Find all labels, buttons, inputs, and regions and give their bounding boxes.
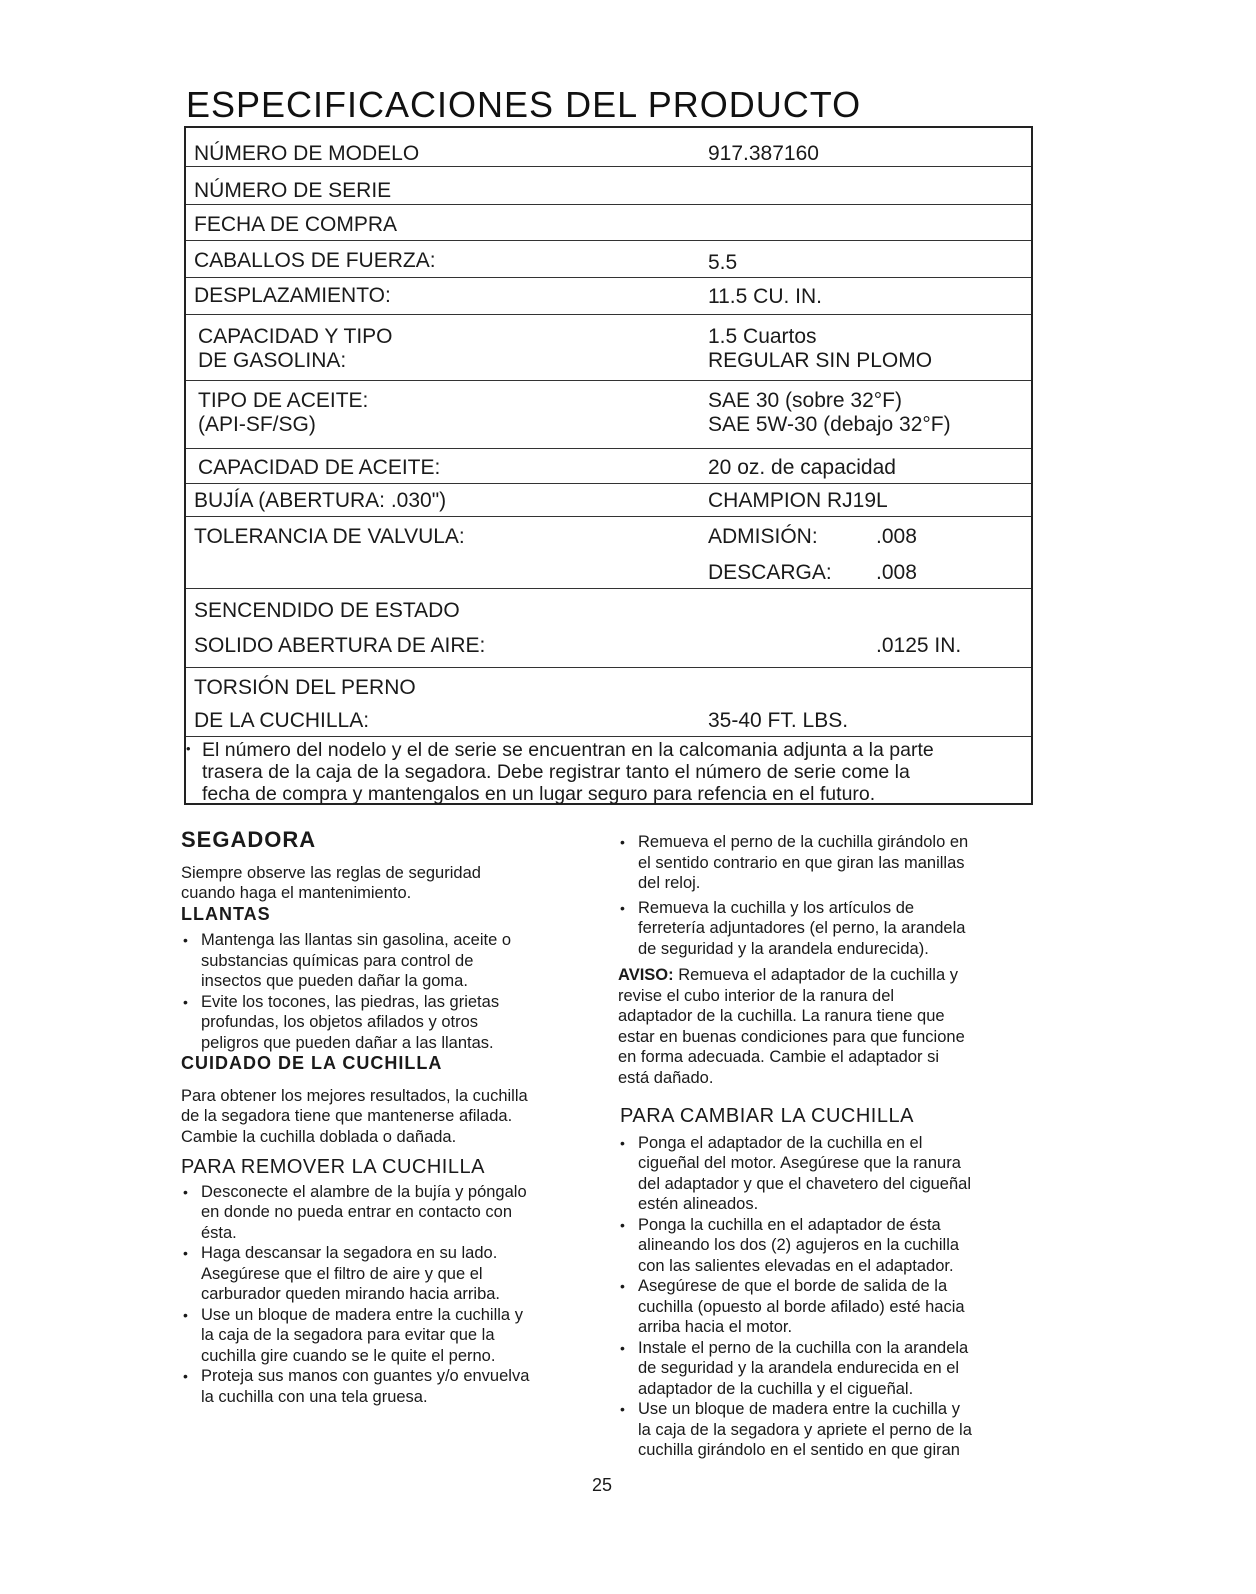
spec-row-fecha: [186, 205, 1031, 241]
llantas-list: [181, 930, 601, 1053]
list-line: estén alineados.: [638, 1195, 759, 1213]
text-line: de la segadora tiene que mantenerse afilada.: [181, 1107, 513, 1125]
list-line: del reloj.: [638, 874, 701, 892]
list-line: alineando los dos (2) agujeros en la cuchilla: [638, 1236, 960, 1254]
list-line: arriba hacia el motor.: [638, 1318, 793, 1336]
left-column: [181, 827, 601, 1407]
spec-label: CAPACIDAD DE ACEITE:: [198, 456, 441, 479]
list-line: cuchilla (opuesto al borde afilado) esté hacia: [638, 1297, 965, 1316]
list-line: la cuchilla con una tela gruesa.: [201, 1387, 428, 1406]
list-line: • Instale el perno de la cuchilla con la arandela: [638, 1338, 969, 1357]
remove-steps-list: [618, 832, 1038, 959]
note-line: trasera de la caja de la segadora. Debe registrar tanto el número de serie come la: [202, 761, 910, 783]
spec-row-serie: [186, 167, 1031, 205]
list-item: [181, 930, 601, 992]
list-item: [618, 1338, 1038, 1400]
list-item: [618, 1399, 1038, 1461]
list-line: • Use un bloque de madera entre la cuchilla y: [201, 1305, 523, 1324]
spec-value: 5.5: [708, 251, 738, 274]
spec-row-bujia: [186, 484, 1031, 517]
spec-value: 11.5 CU. IN.: [708, 285, 822, 308]
spec-value: 917.387160: [708, 142, 819, 165]
spec-value: .008: [876, 525, 917, 548]
list-line: ésta.: [201, 1223, 237, 1242]
cuidado-text: [181, 1086, 601, 1148]
segadora-heading: SEGADORA: [181, 827, 317, 852]
page-title: ESPECIFICACIONES DEL PRODUCTO: [186, 84, 862, 125]
list-line: • Remueva el perno de la cuchilla girándolo en: [638, 833, 969, 851]
list-line: la caja de la segadora para evitar que la: [201, 1326, 495, 1344]
spec-value: SAE 30 (sobre 32°F): [708, 389, 902, 412]
spec-table: [184, 126, 1033, 805]
spec-label: DE LA CUCHILLA:: [194, 709, 370, 732]
list-line: cuchilla gire cuando se le quite el perno.: [201, 1346, 496, 1365]
spec-label: TOLERANCIA DE VALVULA:: [194, 525, 465, 548]
list-line: • Use un bloque de madera entre la cuchilla y: [638, 1400, 960, 1418]
spec-value: 35-40 FT. LBS.: [708, 709, 849, 732]
bullet-icon: •: [186, 741, 191, 756]
aviso-text: Remueva el adaptador de la cuchilla y: [673, 966, 958, 984]
spec-label: TIPO DE ACEITE:: [198, 389, 369, 412]
text-line: Para obtener los mejores resultados, la cuchilla: [181, 1086, 528, 1105]
spec-label: DESPLAZAMIENTO:: [194, 284, 391, 307]
list-line: Asegúrese que el filtro de aire y que el: [201, 1264, 483, 1283]
list-line: peligros que pueden dañar a las llantas.: [201, 1033, 494, 1052]
list-line: carburador queden mirando hacia arriba.: [201, 1285, 501, 1303]
list-item: [618, 1276, 1038, 1338]
list-line: del adaptador y que el chavetero del cigueñal: [638, 1174, 971, 1193]
spec-label: NÚMERO DE SERIE: [194, 179, 392, 202]
spec-row-caballos: [186, 241, 1031, 278]
list-line: • Mantenga las llantas sin gasolina, aceite o: [201, 931, 512, 949]
spec-label: TORSIÓN DEL PERNO: [194, 676, 416, 699]
list-line: • Proteja sus manos con guantes y/o envuelva: [201, 1367, 530, 1385]
spec-row-gasolina: [186, 315, 1031, 381]
cambiar-list: [618, 1133, 1038, 1461]
text-line: estar en buenas condiciones para que funcione: [618, 1027, 965, 1046]
spec-label: NÚMERO DE MODELO: [194, 142, 420, 165]
note-line: fecha de compra y mantengalos en un lugar seguro para refencia en el futuro.: [202, 783, 876, 805]
spec-value: CHAMPION RJ19L: [708, 489, 888, 512]
right-column: [618, 832, 1038, 1461]
text-line: Cambie la cuchilla doblada o dañada.: [181, 1127, 457, 1146]
spec-value: 1.5 Cuartos: [708, 325, 817, 348]
spec-label: SENCENDIDO DE ESTADO: [194, 599, 460, 622]
list-line: de seguridad y la arandela endurecida en el: [638, 1359, 960, 1377]
list-item: [618, 898, 1038, 960]
spec-value: .0125 IN.: [876, 634, 962, 657]
spec-row-cap-aceite: [186, 449, 1031, 484]
text-line: en forma adecuada. Cambie el adaptador si: [618, 1048, 940, 1066]
cuidado-heading: CUIDADO DE LA CUCHILLA: [181, 1053, 443, 1073]
spec-row-desplazamiento: [186, 278, 1031, 315]
spec-label: DE GASOLINA:: [198, 349, 347, 372]
cambiar-heading: PARA CAMBIAR LA CUCHILLA: [620, 1105, 914, 1127]
list-line: adaptador de la cuchilla y el cigueñal.: [638, 1379, 914, 1398]
spec-label: FECHA DE COMPRA: [194, 213, 398, 236]
list-item: [618, 1133, 1038, 1215]
list-item: [181, 1305, 601, 1367]
list-item: [181, 1243, 601, 1305]
serial-note: [186, 737, 1031, 803]
spec-label: CABALLOS DE FUERZA:: [194, 249, 436, 272]
spec-value: .008: [876, 561, 917, 584]
spec-value: 20 oz. de capacidad: [708, 456, 896, 479]
list-line: • Asegúrese de que el borde de salida de la: [638, 1277, 948, 1295]
text-line: revise el cubo interior de la ranura del: [618, 986, 895, 1005]
spec-label: CAPACIDAD Y TIPO: [198, 325, 393, 348]
list-item: [618, 832, 1038, 894]
spec-value: ADMISIÓN:: [708, 525, 818, 548]
list-line: el sentido contrario en que giran las manillas: [638, 853, 965, 872]
spec-label: (API-SF/SG): [198, 413, 316, 436]
text-line: está dañado.: [618, 1068, 714, 1087]
spec-label: SOLIDO ABERTURA DE AIRE:: [194, 634, 486, 657]
list-item: [618, 1215, 1038, 1277]
spec-row-aceite: [186, 381, 1031, 449]
list-line: • Haga descansar la segadora en su lado.: [201, 1244, 498, 1262]
list-line: • Desconecte el alambre de la bujía y póngalo: [201, 1182, 527, 1201]
list-line: cuchilla girándolo en el sentido en que giran: [638, 1441, 960, 1459]
list-item: [181, 1182, 601, 1244]
spec-value: REGULAR SIN PLOMO: [708, 349, 933, 372]
text-line: adaptador de la cuchilla. La ranura tiene que: [618, 1007, 945, 1025]
spec-value: SAE 5W-30 (debajo 32°F): [708, 413, 951, 436]
page-number: 25: [592, 1475, 613, 1495]
note-line: El número del nodelo y el de serie se encuentran en la calcomania adjunta a la parte: [202, 739, 934, 761]
list-line: con las salientes elevadas en el adaptador.: [638, 1256, 954, 1275]
list-line: de seguridad y la arandela endurecida).: [638, 939, 929, 958]
remover-list: [181, 1182, 601, 1408]
list-line: profundas, los objetos afilados y otros: [201, 1013, 478, 1031]
list-line: la caja de la segadora y apriete el perno de la: [638, 1420, 972, 1439]
segadora-text: Siempre observe las reglas de seguridad: [181, 863, 481, 882]
segadora-text: cuando haga el mantenimiento.: [181, 884, 412, 902]
list-line: • Evite los tocones, las piedras, las grietas: [201, 992, 500, 1011]
list-item: [181, 992, 601, 1054]
list-item: [181, 1366, 601, 1407]
list-line: • Remueva la cuchilla y los artículos de: [638, 898, 915, 917]
spec-row-encendido: [186, 589, 1031, 668]
list-line: insectos que pueden dañar la goma.: [201, 972, 468, 990]
spec-row-modelo: [186, 128, 1031, 167]
remover-heading: PARA REMOVER LA CUCHILLA: [181, 1156, 485, 1178]
list-line: en donde no pueda entrar en contacto con: [201, 1203, 512, 1221]
list-line: • Ponga el adaptador de la cuchilla en el: [638, 1133, 923, 1152]
spec-row-valvula: [186, 517, 1031, 589]
list-line: substancias químicas para control de: [201, 951, 474, 970]
spec-row-torsion: [186, 668, 1031, 737]
aviso-label: AVISO:: [618, 966, 674, 984]
spec-value: DESCARGA:: [708, 561, 832, 584]
list-line: cigueñal del motor. Asegúrese que la ranura: [638, 1154, 961, 1172]
aviso-block: [618, 965, 1038, 1088]
spec-label: BUJÍA (ABERTURA: .030"): [194, 489, 447, 512]
list-line: ferretería adjuntadores (el perno, la arandela: [638, 919, 966, 937]
list-line: • Ponga la cuchilla en el adaptador de ésta: [638, 1215, 941, 1234]
llantas-heading: LLANTAS: [181, 903, 271, 924]
